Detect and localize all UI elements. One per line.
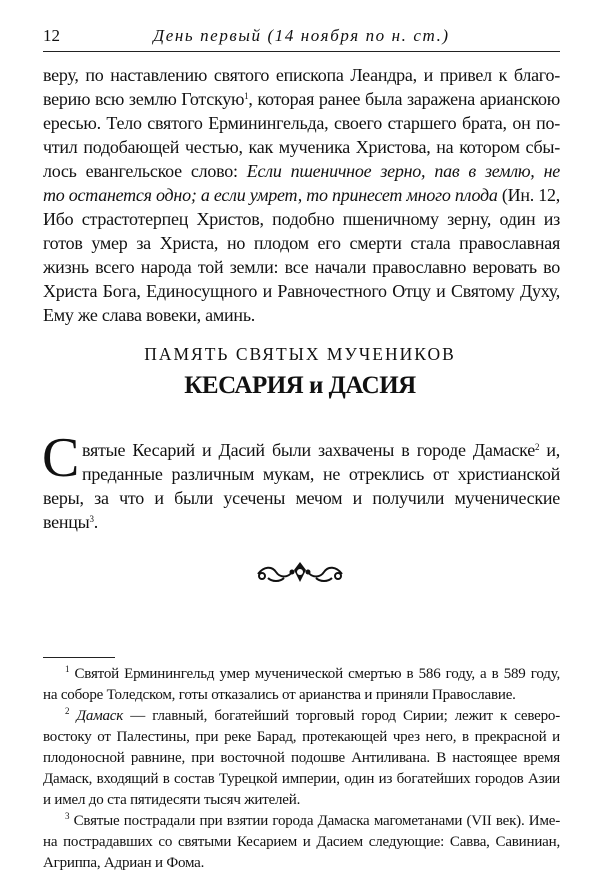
footnote-ref[interactable]: 2 — [534, 442, 540, 452]
text-line: на пострадавших со святыми Кесарием и Дасием следующие: Савва, Савиниан, — [43, 834, 560, 850]
text-line: Дамаск, входящий в состав Турецкой империи, один из богатейших городов Азии — [43, 771, 560, 787]
text-line: верию всю землю Готскую$^1$, которая ранее была заражена арианскою — [43, 89, 560, 109]
text-line: лось евангельское слово: Если пшеничное зерно, пав в землю, не — [43, 161, 560, 181]
text-line: преданные различным мукам, не отреклись от христианской — [82, 464, 560, 484]
text-line: на соборе Толедском, готы отказались от арианства и приняли Православие. — [43, 687, 516, 703]
text-line: жизнь всего народа той земли: все начали православно веровать во — [43, 257, 560, 277]
text-line: плодоносной равнине, при восточной подошве Антиливана. В настоящее время — [43, 750, 560, 766]
footnote-3: $^3$ Святые пострадали при взятии города Дамаска магометанами (VII век). Име- — [65, 811, 560, 829]
section-subtitle: КЕСАРИЯ и ДАСИЯ — [184, 372, 416, 399]
text-line: востоку от Палестины, при реке Барад, протекающей чрез него, в прекрасной и — [43, 729, 560, 745]
text-line: веры, за что и были усечены мечом и получили мученические — [43, 488, 560, 508]
text-line: Ибо страстотерпец Христов, подобно пшеничному зерну, один из — [43, 209, 560, 229]
footnote-ref[interactable]: 1 — [244, 91, 249, 101]
text-line: ересью. Тело святого Ерминингельда, своего старшего брата, он по- — [43, 113, 560, 133]
ornament-icon — [254, 560, 346, 586]
footnote-ref[interactable]: 3 — [89, 514, 94, 524]
footnote-2: $^2$ Дамаск — главный, богатейший торговый город Сирии; лежит к северо- — [65, 706, 560, 724]
text-line: и имел до ста пятидесяти тысяч жителей. — [43, 792, 301, 808]
text-line: венцы$^3$. — [43, 512, 98, 532]
section-title: ПАМЯТЬ СВЯТЫХ МУЧЕНИКОВ — [144, 344, 456, 364]
text-line: то останется одно; а если умрет, то принесет много плода (Ин. 12, — [43, 185, 560, 205]
text-line: готов умер за Христа, но плодом его смерти стала православная — [43, 233, 560, 253]
text-line: Агриппа, Адриан и Фома. — [43, 855, 205, 871]
page-number: 12 — [43, 26, 60, 45]
page-header — [43, 26, 560, 50]
text-line: Христа Бога, Единосущного и Равночестного Отцу и Святому Духу, — [43, 281, 560, 301]
drop-cap: С — [42, 427, 80, 489]
footnote-rule — [43, 657, 115, 658]
text-line: вятые Кесарий и Дасий были захвачены в городе Дамаске$^2$ и, — [82, 440, 560, 460]
running-title: День первый (14 ноября по н. ст.) — [153, 26, 450, 45]
text-line: чтил подобающей честью, как мученика Христова, на котором сбы- — [43, 137, 560, 157]
text-line: Ему же слава вовеки, аминь. — [43, 305, 256, 325]
header-rule — [43, 51, 560, 52]
footnote-1: $^1$ Святой Ерминингельд умер мученической смертью в 586 году, а в 589 году, — [65, 664, 560, 682]
text-line: веру, по наставлению святого епископа Леандра, и привел к благо- — [43, 65, 560, 85]
